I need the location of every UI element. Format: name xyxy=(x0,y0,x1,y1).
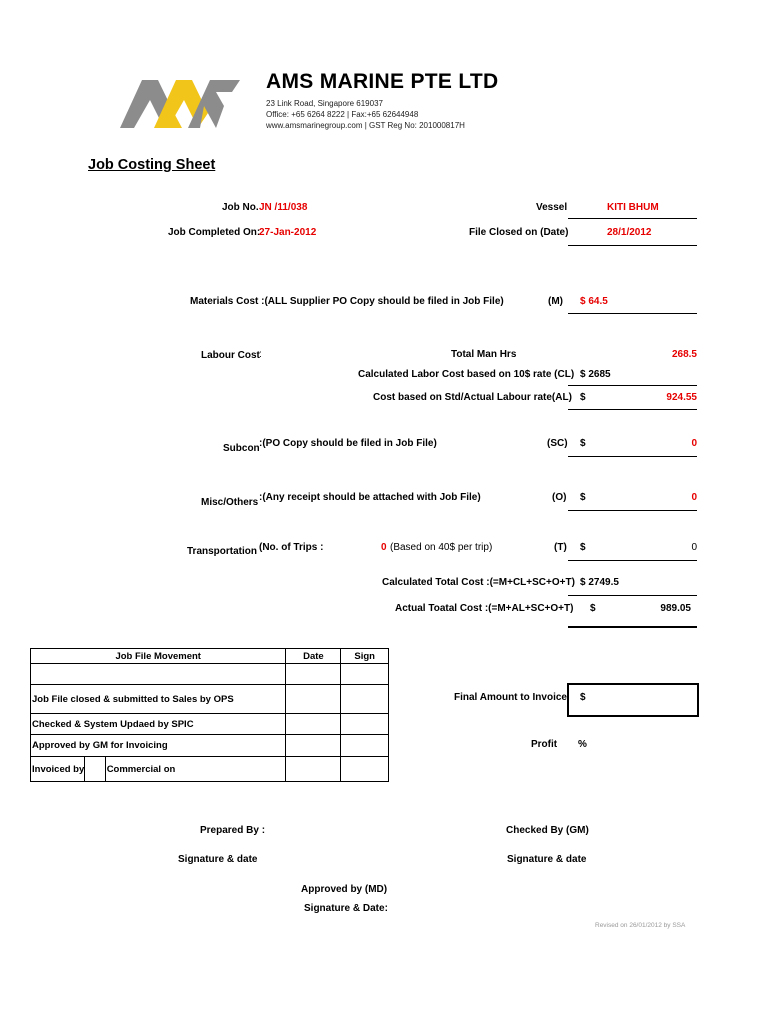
actual-total-value: 989.05 xyxy=(660,603,691,614)
transport-trips-label: (No. of Trips : xyxy=(259,542,324,553)
profit-unit: % xyxy=(578,739,587,750)
sign-cell[interactable] xyxy=(341,685,389,714)
actual-total-underline xyxy=(568,626,697,628)
misc-dollar: $ xyxy=(580,492,586,503)
col-sign-header: Sign xyxy=(341,649,389,664)
job-no-value: JN /11/038 xyxy=(259,202,308,213)
subcon-dollar: $ xyxy=(580,438,586,449)
company-logo xyxy=(112,58,254,150)
table-row xyxy=(31,735,389,757)
calc-total-label: Calculated Total Cost :(=M+CL+SC+O+T) xyxy=(382,577,575,588)
misc-label: Misc/Others xyxy=(201,497,259,508)
date-cell[interactable] xyxy=(286,714,341,735)
transport-dollar: $ xyxy=(580,542,586,553)
table-row xyxy=(31,714,389,735)
calc-total-value: $ 2749.5 xyxy=(580,577,619,588)
movement-row-invoiced-by: Invoiced by xyxy=(31,757,85,782)
date-cell[interactable] xyxy=(286,757,341,782)
actual-total-dollar: $ xyxy=(590,603,596,614)
movement-row-checked-system: Checked & System Updaed by SPIC xyxy=(31,714,286,735)
materials-label: Materials Cost :(ALL Supplier PO Copy should be filed in Job File) xyxy=(190,296,504,307)
date-cell[interactable] xyxy=(286,735,341,757)
final-amount-label: Final Amount to Invoice xyxy=(454,692,567,703)
calc-labor-label: Calculated Labor Cost based on 10$ rate (CL) xyxy=(358,369,575,380)
actual-total-label: Actual Toatal Cost :(=M+AL+SC+O+T) xyxy=(395,603,574,614)
std-labour-label: Cost based on Std/Actual Labour rate(AL) xyxy=(373,392,572,403)
materials-underline xyxy=(568,313,697,314)
labour-label: Labour Cost xyxy=(201,350,260,361)
job-no-label: Job No. xyxy=(222,202,259,213)
std-labour-underline xyxy=(568,409,697,410)
transport-underline xyxy=(568,560,697,561)
transport-trips-value: 0 xyxy=(381,542,387,553)
calc-total-underline xyxy=(568,595,697,596)
sign-cell[interactable] xyxy=(341,714,389,735)
subcon-note: :(PO Copy should be filed in Job File) xyxy=(259,438,437,449)
checked-by-label: Checked By (GM) xyxy=(506,825,589,836)
final-amount-dollar: $ xyxy=(580,692,586,703)
labour-colon: : xyxy=(259,349,262,360)
transport-code: (T) xyxy=(554,542,567,553)
vessel-value: KITI BHUM xyxy=(607,202,659,213)
revised-note: Revised on 26/01/2012 by SSA xyxy=(595,922,686,929)
col-date-header: Date xyxy=(286,649,341,664)
final-amount-box[interactable] xyxy=(567,683,699,717)
vessel-underline xyxy=(568,218,697,219)
signature-date-right: Signature & date xyxy=(507,854,587,865)
misc-note: :(Any receipt should be attached with Job File) xyxy=(259,492,481,503)
subcon-underline xyxy=(568,456,697,457)
materials-code: (M) xyxy=(548,296,563,307)
movement-row-closed-submitted: Job File closed & submitted to Sales by OPS xyxy=(31,685,286,714)
signature-date-approved: Signature & Date: xyxy=(304,903,388,914)
movement-row-commercial-on: Commercial on xyxy=(105,757,286,782)
std-labour-dollar: $ xyxy=(580,392,586,403)
profit-label: Profit xyxy=(531,739,558,750)
movement-row-approved-gm: Approved by GM for Invoicing xyxy=(31,735,286,757)
subcon-label: Subcon xyxy=(223,443,260,454)
col-movement-header: Job File Movement xyxy=(31,649,286,664)
total-man-hrs-value: 268.5 xyxy=(671,349,697,360)
file-closed-label: File Closed on (Date) xyxy=(469,227,569,238)
subcon-code: (SC) xyxy=(547,438,568,449)
transport-note: (Based on 40$ per trip) xyxy=(390,542,493,553)
vessel-label: Vessel xyxy=(536,202,568,213)
company-address: 23 Link Road, Singapore 619037 xyxy=(266,99,383,108)
materials-value: $ 64.5 xyxy=(580,296,608,307)
job-file-movement-table xyxy=(30,648,389,782)
date-cell[interactable] xyxy=(286,685,341,714)
table-row xyxy=(31,757,389,782)
std-labour-value: 924.55 xyxy=(666,392,697,403)
table-row xyxy=(31,685,389,714)
misc-underline xyxy=(568,510,697,511)
file-closed-underline xyxy=(568,245,697,246)
table-row xyxy=(31,664,389,685)
sign-cell[interactable] xyxy=(341,735,389,757)
calc-labor-value: $ 2685 xyxy=(580,369,611,380)
company-name: AMS MARINE PTE LTD xyxy=(266,70,499,93)
approved-by-label: Approved by (MD) xyxy=(301,884,388,895)
subcon-value: 0 xyxy=(691,438,697,449)
company-web-gst: www.amsmarinegroup.com | GST Reg No: 201000817H xyxy=(266,121,465,130)
job-completed-value: 27-Jan-2012 xyxy=(259,227,317,238)
transport-label: Transportation xyxy=(187,546,258,557)
page-title: Job Costing Sheet xyxy=(88,157,216,173)
file-closed-value: 28/1/2012 xyxy=(607,227,652,238)
total-man-hrs-label: Total Man Hrs xyxy=(451,349,517,360)
misc-code: (O) xyxy=(552,492,567,503)
job-completed-label: Job Completed On: xyxy=(168,227,261,238)
table-header-row xyxy=(31,649,389,664)
misc-value: 0 xyxy=(691,492,697,503)
company-contact: Office: +65 6264 8222 | Fax:+65 62644948 xyxy=(266,110,419,119)
signature-date-left: Signature & date xyxy=(178,854,258,865)
transport-value: 0 xyxy=(691,542,697,553)
sign-cell[interactable] xyxy=(341,757,389,782)
calc-labor-underline xyxy=(568,385,697,386)
prepared-by-label: Prepared By : xyxy=(200,825,266,836)
